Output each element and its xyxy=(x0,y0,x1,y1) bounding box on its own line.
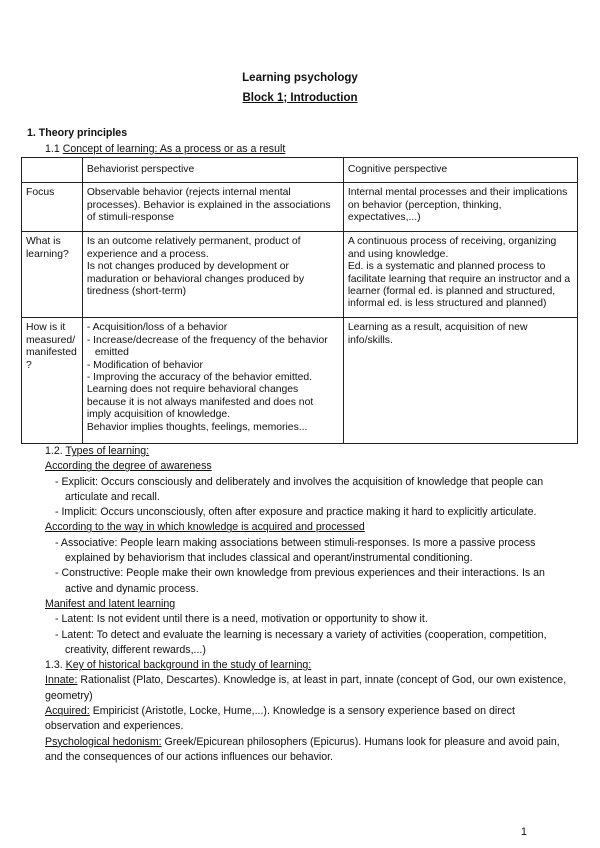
cognitive-cell: Learning as a result, acquisition of new info/skills. xyxy=(343,318,577,444)
row-label: How is it measured/ manifested ? xyxy=(22,318,83,444)
table-header-cell: Behaviorist perspective xyxy=(82,158,343,183)
entry-text: Rationalist (Plato, Descartes). Knowledge is, at least in part, innate (concept of God, our own existence, geometry) xyxy=(45,674,567,702)
page-number: 1 xyxy=(521,826,527,838)
cell-line: Ed. is a systematic and planned process to facilitate learning that require an instructor and a learner (formal ed. is planned and structured, informal ed. is less structured and planned) xyxy=(347,261,571,310)
behaviorist-cell xyxy=(82,232,343,318)
subsection-number: 1.3. xyxy=(45,659,63,672)
cell-line: Is an outcome relatively permanent, product of experience and a process. xyxy=(86,236,301,260)
subsection-1-2 xyxy=(45,444,570,765)
subsection-number: 1.1 xyxy=(45,143,60,155)
entry-text: Empiricist (Aristotle, Locke, Hume,...). Knowledge is a sensory experience based on direct observation and experiences. xyxy=(45,705,515,733)
table-header-cell: Cognitive perspective xyxy=(343,158,577,183)
cell-line: - Improving the accuracy of the behavior emitted. xyxy=(86,372,313,384)
comparison-table xyxy=(21,157,578,444)
list-item: - Explicit: Occurs consciously and deliberately and involves the acquisition of knowledge that people can articulate and recall. xyxy=(55,475,544,503)
subsection-title: Key of historical background in the study of learning: xyxy=(65,659,312,672)
group-heading: Manifest and latent learning xyxy=(45,597,176,610)
cell-line: Learning does not require behavioral changes because it is not always manifested and does not imply acquisition of knowledge. xyxy=(86,384,314,421)
table-header-row xyxy=(22,158,578,183)
entry-term: Acquired: xyxy=(45,705,90,718)
group-heading: According to the way in which knowledge is acquired and processed xyxy=(45,521,365,534)
history-entry xyxy=(45,704,570,735)
cell-line: - Increase/decrease of the frequency of the behavior emitted xyxy=(86,334,328,359)
cognitive-cell xyxy=(343,232,577,318)
row-label: Focus xyxy=(22,183,83,232)
subsection-title: Types of learning: xyxy=(65,445,150,457)
behaviorist-cell xyxy=(82,318,343,444)
subsection-number: 1.2. xyxy=(45,445,63,457)
list-item: - Implicit: Occurs unconsciously, often after exposure and practice making it hard to explicitly articulate. xyxy=(55,506,537,519)
subsection-title: Concept of learning: As a process or as a result xyxy=(62,143,286,155)
cell-line: - Acquisition/loss of a behavior xyxy=(86,322,228,334)
document-subtitle: Block 1; Introduction xyxy=(242,92,358,104)
list-item: - Latent: To detect and evaluate the learning is necessary a variety of activities (cooperation, competition, creativity, different rewards,...) xyxy=(55,628,547,656)
section-heading: 1. Theory principles xyxy=(27,127,128,139)
entry-text: Greek/Epicurean philosophers (Epicurus). Humans look for pleasure and avoid pain, and the consequences of our actions influences our behavior. xyxy=(45,735,560,763)
subsection-1-1 xyxy=(45,143,285,155)
history-entry xyxy=(45,673,570,704)
cell-line: Behavior implies thoughts, feelings, memories... xyxy=(86,421,308,433)
group-heading: According the degree of awareness xyxy=(45,460,212,473)
behaviorist-cell: Observable behavior (rejects internal mental processes). Behavior is explained in the associations of stimuli-response xyxy=(82,183,343,232)
entry-term: Innate: xyxy=(45,674,78,687)
table-row xyxy=(22,232,578,318)
entry-term: Psychological hedonism: xyxy=(45,735,162,748)
table-header-cell xyxy=(22,158,83,183)
row-label: What is learning? xyxy=(22,232,83,318)
cell-line: - Modification of behavior xyxy=(86,359,203,371)
cell-line: A continuous process of receiving, organizing and using knowledge. xyxy=(347,236,557,260)
list-item: - Latent: Is not evident until there is a need, motivation or opportunity to show it. xyxy=(55,613,428,626)
table-row xyxy=(22,183,578,232)
list-item: - Constructive: People make their own knowledge from previous experiences and their interactions. Is an active and dynamic process. xyxy=(55,567,545,595)
document-title: Learning psychology xyxy=(242,72,358,84)
cell-line: Is not changes produced by development or maduration or behavioral changes produced by tiredness (short-term) xyxy=(86,261,305,298)
history-entry xyxy=(45,735,570,766)
table-row xyxy=(22,318,578,444)
list-item: - Associative: People learn making associations between stimuli-responses. Is more a passive process explained by behaviorism that includes classical and operant/instrumental conditioning. xyxy=(55,536,536,565)
cognitive-cell: Internal mental processes and their implications on behavior (perception, thinking, expectatives,...) xyxy=(343,183,577,232)
